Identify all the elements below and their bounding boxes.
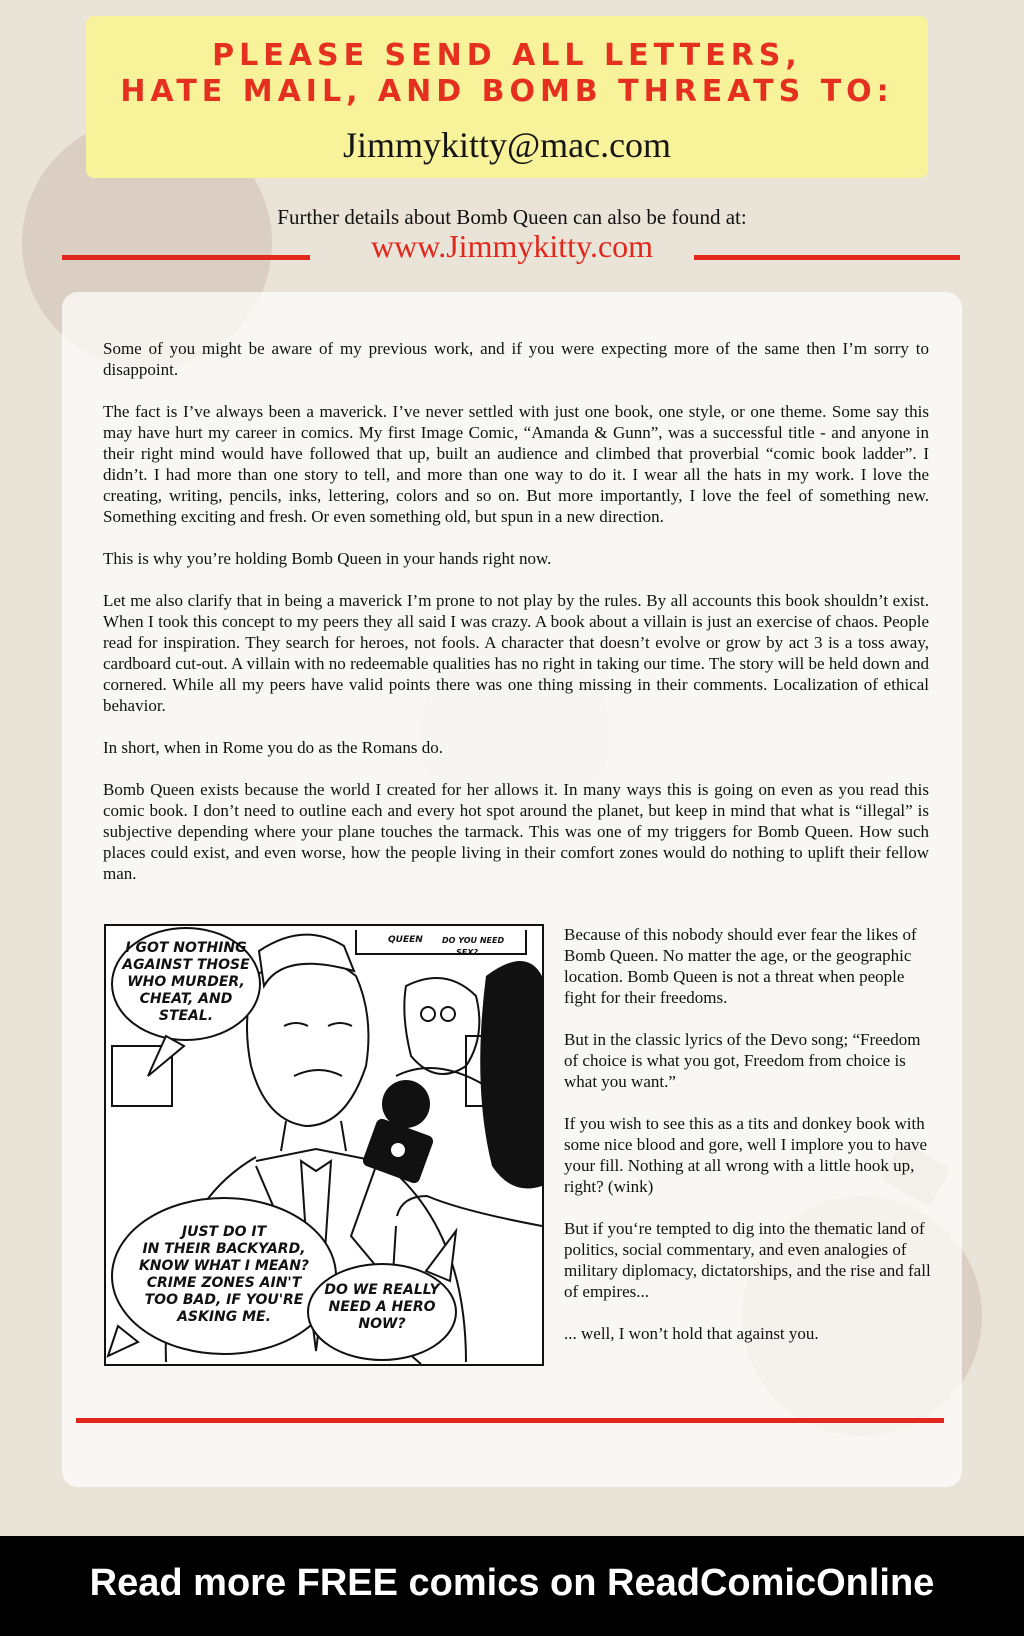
man-hair — [259, 935, 354, 986]
header-line-1: PLEASE SEND ALL LETTERS, — [212, 38, 802, 73]
further-details-text: Further details about Bomb Queen can also be found at: — [277, 205, 747, 229]
reporter-arm — [397, 1196, 542, 1226]
side-paragraph: Because of this nobody should ever fear the likes of Bomb Queen. No matter the age, or the geographic location. Bomb Queen is not a threat when people fight for their freedoms. — [564, 925, 917, 1007]
microphone-head — [382, 1080, 430, 1128]
red-rule-bottom — [76, 1418, 944, 1423]
glasses-right — [441, 1007, 455, 1021]
footer-banner[interactable] — [0, 1536, 1024, 1636]
man-mustache — [294, 1070, 342, 1076]
background-passenger — [404, 978, 479, 1074]
speech-balloon-3-text: DO WE REALLY NEED A HERO NOW? — [324, 1282, 440, 1332]
side-paragraph: But if you‘re tempted to dig into the thematic land of politics, social commentary, and even analogies of military diplomacy, dictatorships, and the rise and fall of empires... — [564, 1219, 931, 1301]
balloon-3-tail — [426, 1231, 456, 1281]
paragraph: In short, when in Rome you do as the Romans do. — [103, 738, 443, 757]
side-paragraph: But in the classic lyrics of the Devo song; “Freedom of choice is what you got, Freedom from choice is what you want.” — [564, 1030, 921, 1091]
letter-body — [103, 338, 929, 905]
paragraph: This is why you’re holding Bomb Queen in your hands right now. — [103, 549, 552, 568]
man-collar — [256, 1149, 376, 1161]
man-eyes — [284, 1023, 352, 1026]
overhead-sign-text: QUEEN — [388, 935, 423, 945]
footer-text: Read more FREE comics on ReadComicOnline — [89, 1562, 935, 1604]
side-paragraph: ... well, I won’t hold that against you. — [564, 1324, 819, 1343]
balloon-1-tail — [148, 1036, 184, 1076]
paragraph: The fact is I’ve always been a maverick. I’ve never settled with just one book, one style, or one theme. Some say this may have hurt my career in comics. My first Image Comic, “Amanda & Gunn”, was a successful title - and anyone in their right mind would have followed that up, built an audience and climbed that proverbial “comic book ladder”. I didn’t. I had more than one story to tell, and more than one way to do it. I wear all the hats in my work. I love the creating, writing, pencils, inks, lettering, colors and so on. But more importantly, I love the feel of something new. Something exciting and fresh. Or even something old, but spun in a new direction. — [103, 402, 929, 526]
mail-header-box — [86, 16, 928, 178]
balloon-2-tail — [108, 1326, 138, 1356]
paragraph: Bomb Queen exists because the world I created for her allows it. In many ways this is going on even as you read this comic book. I don’t need to outline each and every hot spot around the planet, but keep in mind that what is “illegal” is subjective depending where your plane touches the tarmack. This was one of my triggers for Bomb Queen. How such places could exist, and even worse, how the people living in their comfort zones would do nothing to uplift their fellow man. — [103, 780, 929, 883]
header-line-2: HATE MAIL, AND BOMB THREATS TO: — [120, 74, 894, 109]
paragraph: Some of you might be aware of my previous work, and if you were expecting more of the same then I’m sorry to disappoint. — [103, 339, 929, 379]
paragraph: Let me also clarify that in being a maverick I’m prone to not play by the rules. By all accounts this book shouldn’t exist. When I took this concept to my peers they all said I was crazy. A book about a villain is just an exercise of chaos. People read for inspiration. They search for heroes, not fools. A character that doesn’t evolve or grow by act 3 is a toss away, cardboard cut-out. A villain with no redeemable qualities has no right in taking our time. The story will be held down and cornered. While all my peers have valid points there was one thing missing in their comments. Localization of ethical behavior. — [103, 591, 929, 715]
letter-side-column — [564, 924, 936, 1365]
website-link[interactable]: www.Jimmykitty.com — [370, 228, 654, 264]
contact-email[interactable]: Jimmykitty@mac.com — [342, 125, 672, 165]
speech-balloon-1-text: I GOT NOTHING AGAINST THOSE WHO MURDER, CHEAT, AND STEAL. — [122, 940, 250, 1024]
comic-panel-illustration — [104, 924, 544, 1366]
glasses-left — [421, 1007, 435, 1021]
reporter-silhouette — [480, 961, 542, 1189]
side-paragraph: If you wish to see this as a tits and donkey book with some nice blood and gore, well I implore you to have your fill. Nothing at all wrong with a little hook up, right? (wink) — [564, 1114, 928, 1196]
overhead-sign-text-3: SEX? — [456, 948, 479, 957]
speech-balloon-2-text: JUST DO IT IN THEIR BACKYARD, KNOW WHAT I MEAN? CRIME ZONES AIN'T TOO BAD, IF YOU'RE ASKING ME. — [138, 1224, 310, 1325]
red-rule-right — [694, 255, 960, 260]
mic-logo-dot — [391, 1143, 405, 1157]
overhead-sign-text-2: DO YOU NEED — [442, 936, 505, 945]
